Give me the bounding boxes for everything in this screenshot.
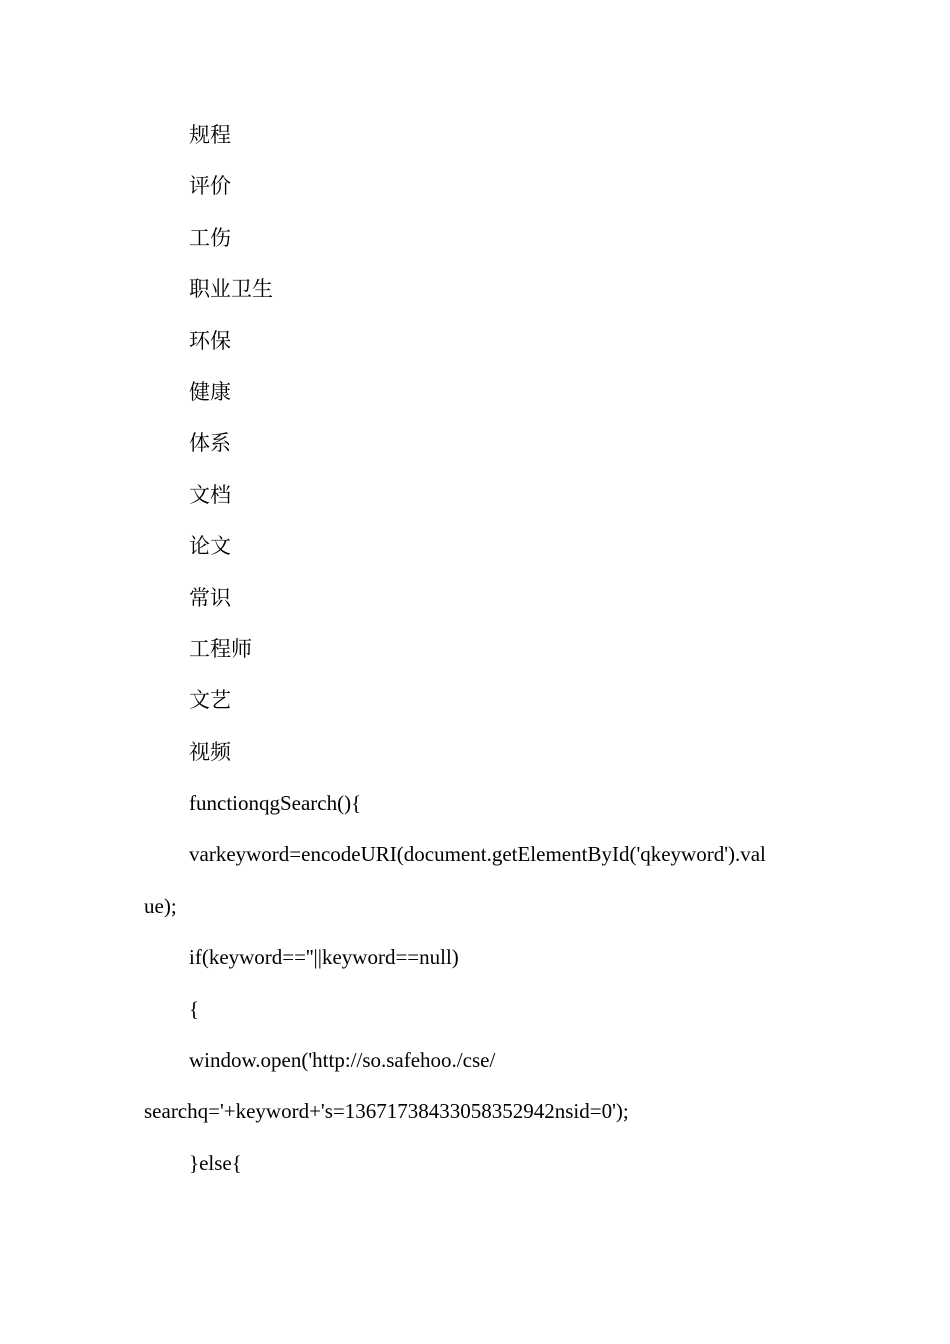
code-line: varkeyword=encodeURI(document.getElementById('qkeyword').val [189, 842, 766, 867]
text-line: 常识 [189, 585, 231, 610]
text-line: 工程师 [189, 636, 252, 661]
text-line: 环保 [189, 328, 231, 353]
text-line: 职业卫生 [189, 277, 273, 302]
document-body [144, 110, 824, 1189]
code-line: functionqgSearch(){ [189, 791, 362, 816]
text-line: 文档 [189, 482, 231, 507]
text-line: 评价 [189, 174, 231, 199]
text-line: 论文 [189, 534, 231, 559]
code-line-wrapped: searchq='+keyword+'s=13671738433058352942nsid=0'); [144, 1099, 629, 1124]
text-line: 体系 [189, 431, 231, 456]
code-line: window.open('http://so.safehoo./cse/ [189, 1048, 496, 1073]
text-line: 健康 [189, 379, 231, 404]
code-line: { [189, 996, 200, 1021]
code-line-wrapped: ue); [144, 893, 177, 918]
text-line: 工伤 [189, 225, 231, 250]
text-line: 视频 [189, 739, 231, 764]
text-line: 规程 [189, 123, 231, 147]
code-line: }else{ [189, 1150, 242, 1175]
code-line: if(keyword==''||keyword==null) [189, 945, 459, 970]
text-line: 文艺 [189, 688, 231, 713]
